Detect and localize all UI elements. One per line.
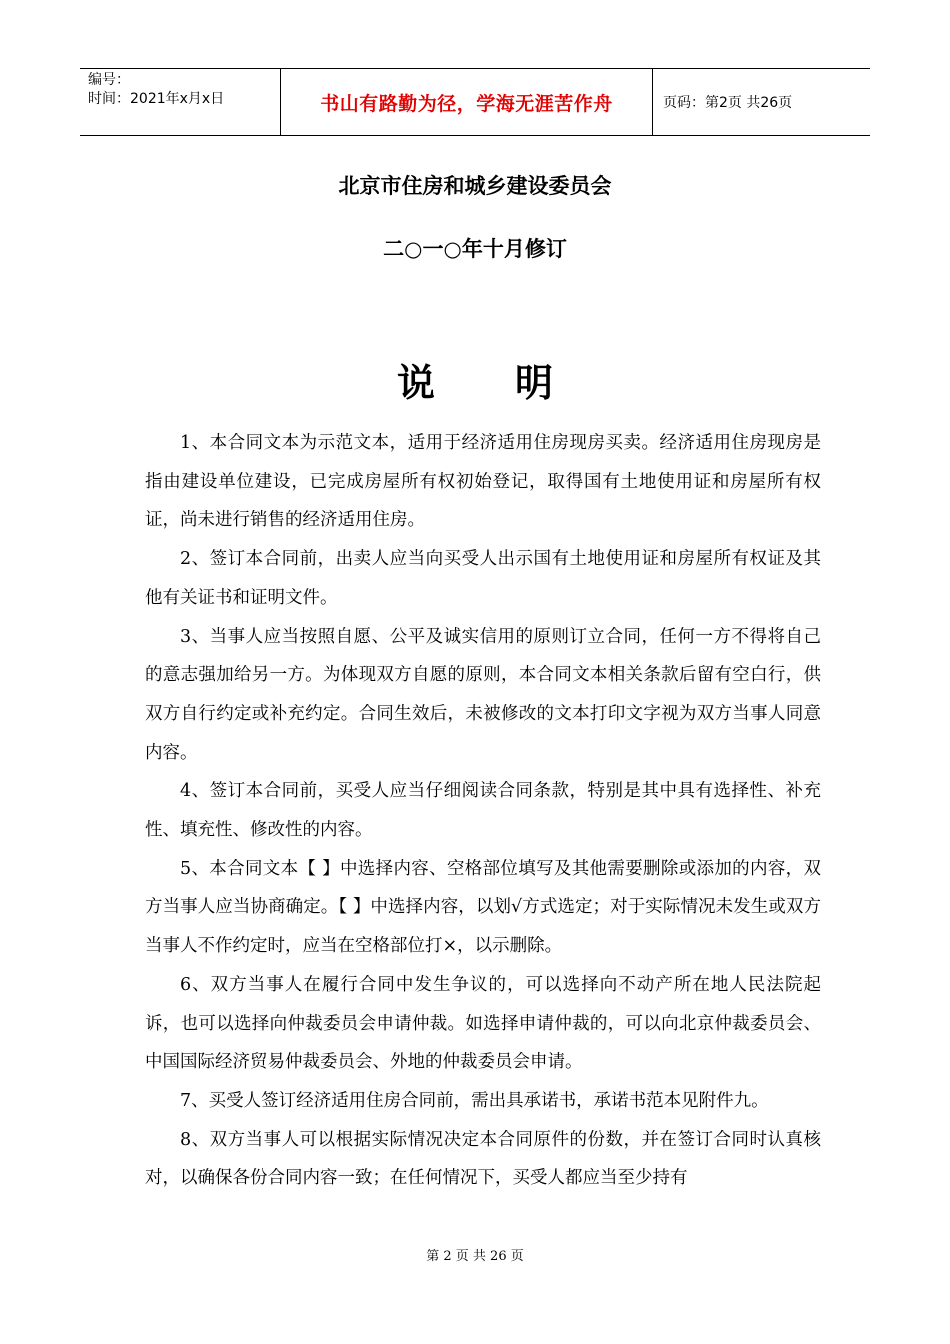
paragraph: 1、本合同文本为示范文本，适用于经济适用住房现房买卖。经济适用住房现房是指由建设单位建设，已完成房屋所有权初始登记，取得国有土地使用证和房屋所有权证，尚未进行销售的经济适用住房。 xyxy=(145,433,821,531)
paragraph: 6、双方当事人在履行合同中发生争议的，可以选择向不动产所在地人民法院起诉，也可以选择向仲裁委员会申请仲裁。如选择申请仲裁的，可以向北京仲裁委员会、中国国际经济贸易仲裁委员会、外地的仲裁委员会申请。 xyxy=(145,974,821,1073)
paragraph: 5、本合同文本【 】中选择内容、空格部位填写及其他需要删除或添加的内容，双方当事人应当协商确定。【 】中选择内容，以划√方式选定；对于实际情况未发生或双方当事人不作约定时，应当在空格部位打×，以示删除。 xyxy=(145,858,821,957)
paragraph: 2、签订本合同前，出卖人应当向买受人出示国有土地使用证和房屋所有权证及其他有关证书和证明文件。 xyxy=(145,549,821,608)
header-motto-cell xyxy=(281,69,653,135)
page-footer: 第 2 页 共 26 页 xyxy=(426,1249,524,1264)
instructions-body xyxy=(145,424,821,1198)
header-motto: 书山有路勤为径，学海无涯苦作舟 xyxy=(320,92,613,115)
page-header-table xyxy=(80,68,870,136)
paragraph: 4、签订本合同前，买受人应当仔细阅读合同条款，特别是其中具有选择性、补充性、填充性、修改性的内容。 xyxy=(145,781,821,841)
document-number-label: 编号： xyxy=(88,72,130,88)
organization-name: 北京市住房和城乡建设委员会 xyxy=(338,174,612,198)
paragraph: 8、双方当事人可以根据实际情况决定本合同原件的份数，并在签订合同时认真核对，以确保各份合同内容一致；在任何情况下，买受人都应当至少持有 xyxy=(145,1129,821,1189)
paragraph: 3、当事人应当按照自愿、公平及诚实信用的原则订立合同，任何一方不得将自己的意志强加给另一方。为体现双方自愿的原则，本合同文本相关条款后留有空白行，供双方自行约定或补充约定。合同生效后，未被修改的文本打印文字视为双方当事人同意内容。 xyxy=(145,626,821,763)
header-meta-cell xyxy=(80,69,281,135)
revision-date: 二○一○年十月修订 xyxy=(383,237,567,261)
paragraph: 7、买受人签订经济适用住房合同前，需出具承诺书，承诺书范本见附件九。 xyxy=(180,1090,769,1111)
header-page-info: 页码：第2页 共26页 xyxy=(663,95,793,111)
document-time-label: 时间：2021年x月x日 xyxy=(88,91,225,107)
header-page-cell xyxy=(653,69,870,135)
section-title: 说明 xyxy=(396,361,633,405)
